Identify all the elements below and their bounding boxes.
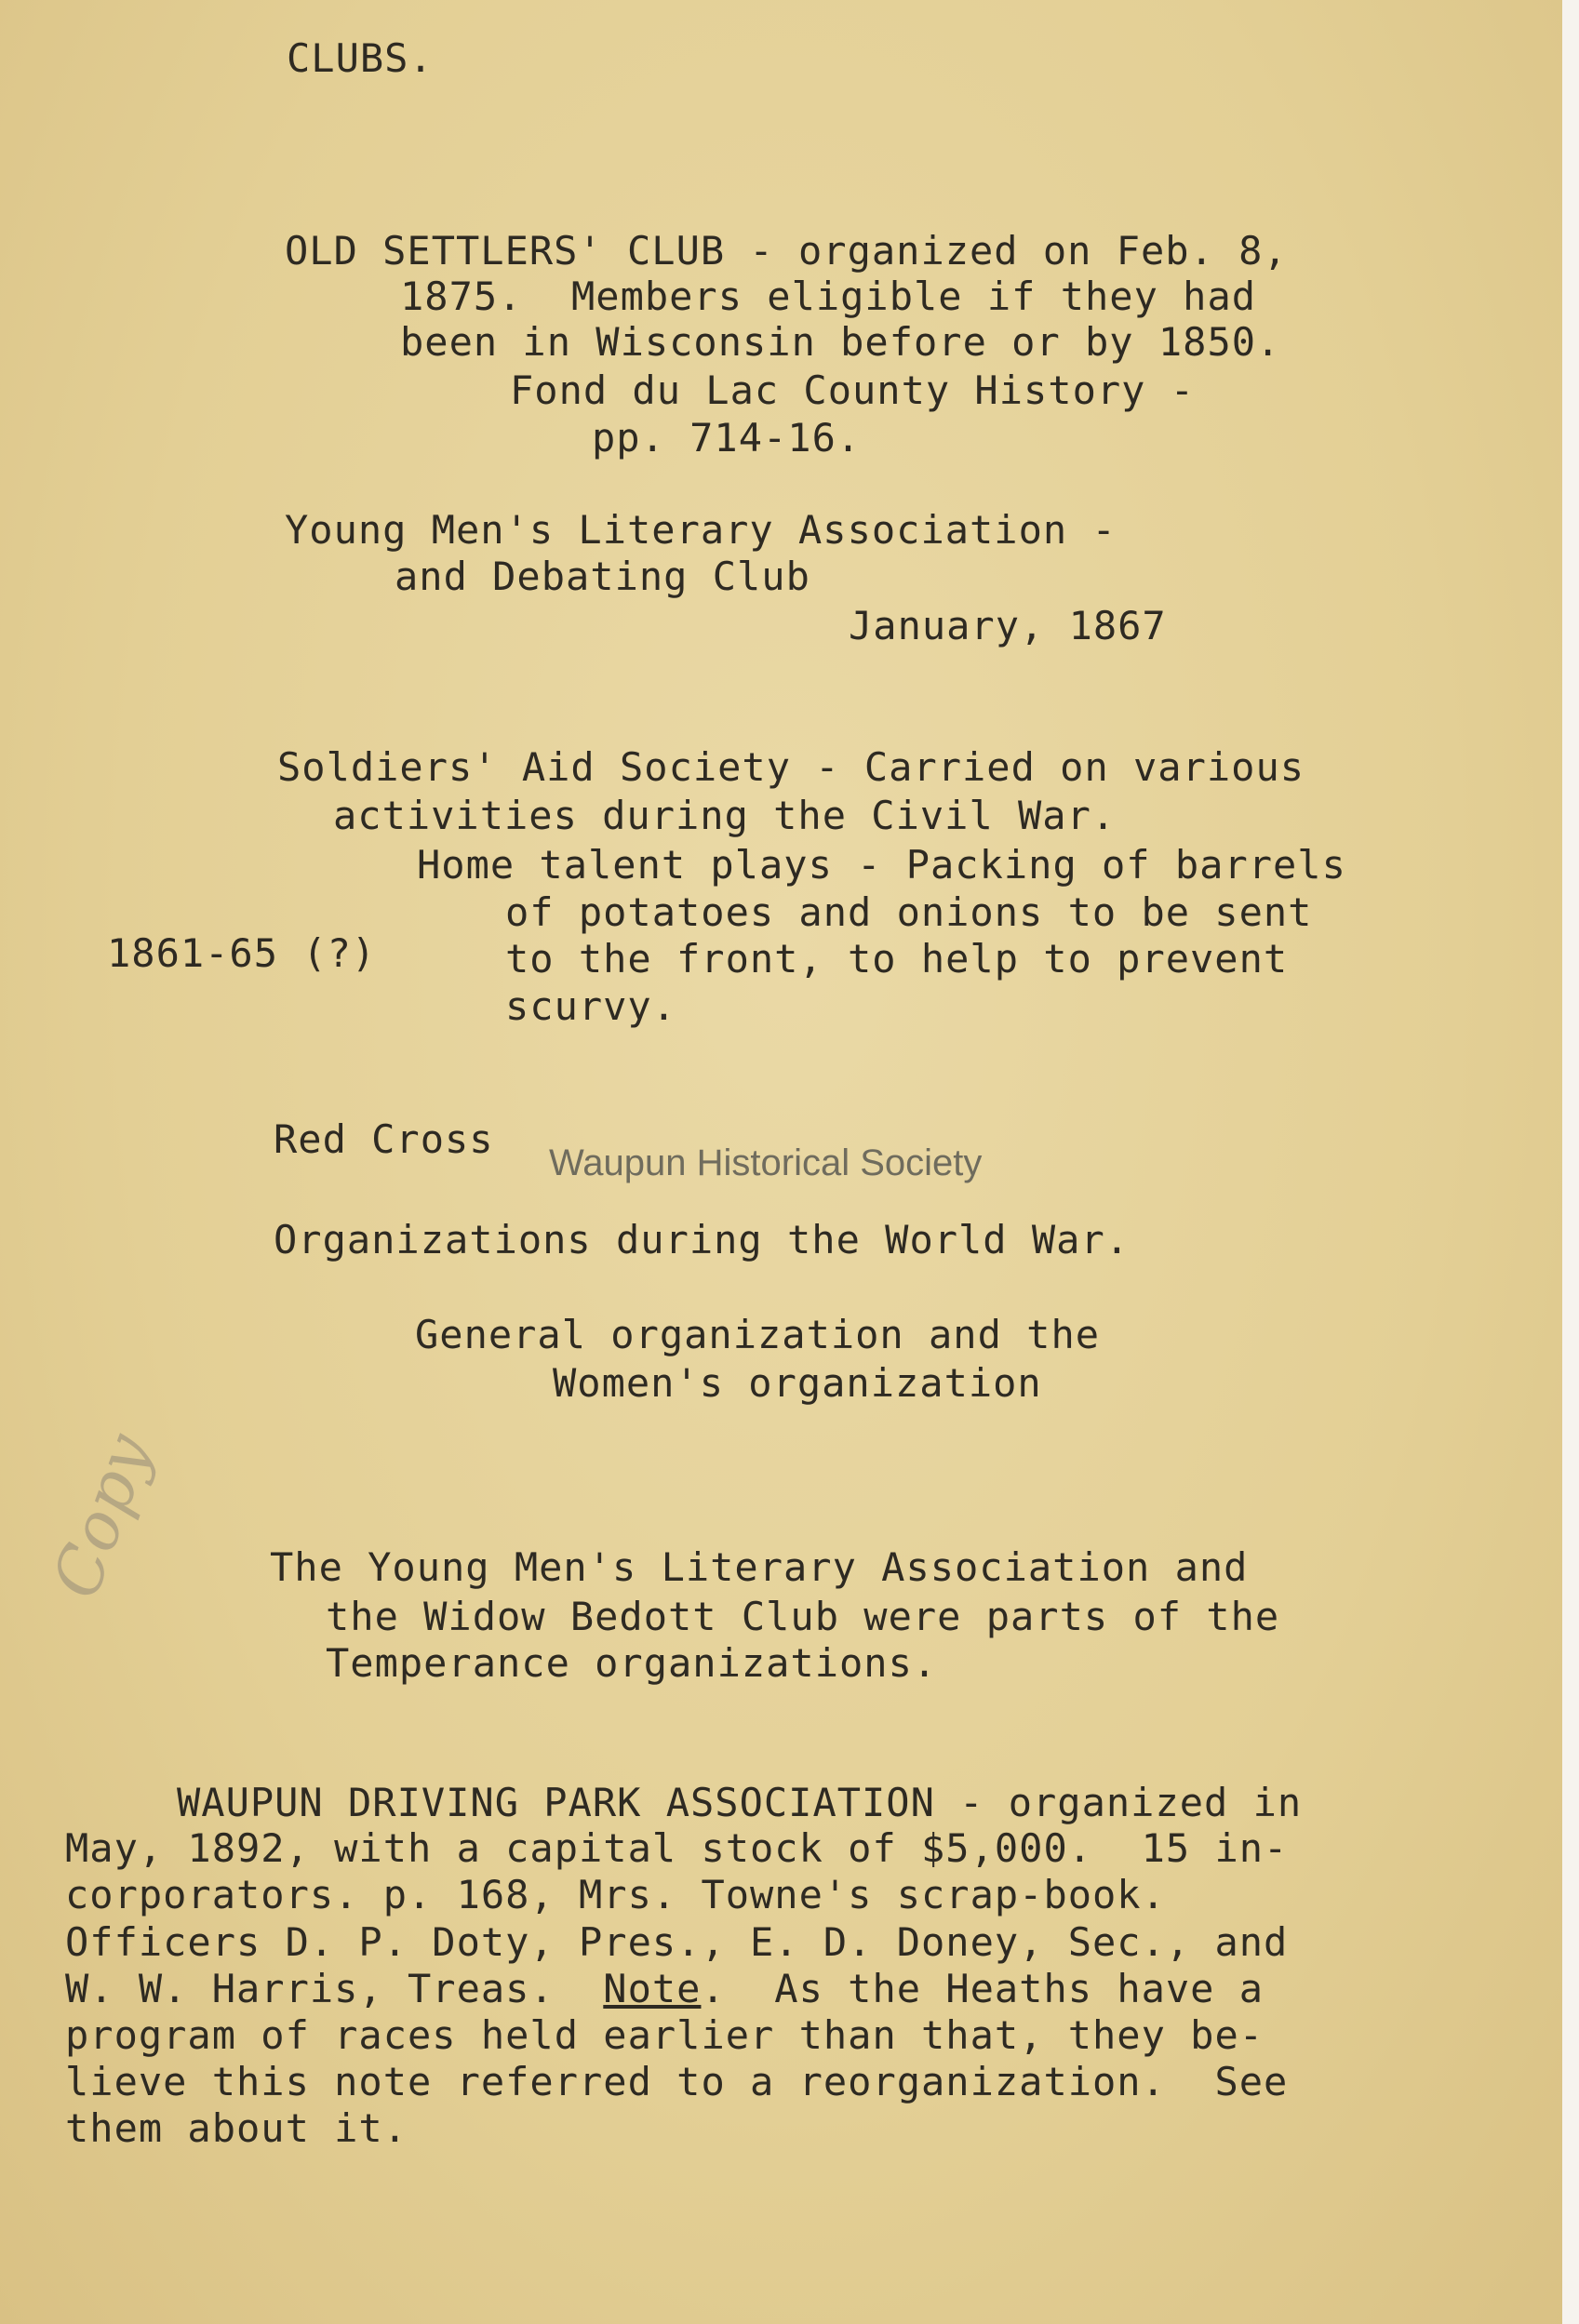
- pencil-annotation: Copy: [37, 1423, 167, 1609]
- text-line: General organization and the: [415, 1312, 1101, 1357]
- text-line: Temperance organizations.: [326, 1640, 938, 1686]
- text-line: 1875. Members eligible if they had: [400, 274, 1257, 319]
- text-line: to the front, to help to prevent: [505, 936, 1289, 982]
- text-line: activities during the Civil War.: [333, 793, 1117, 838]
- red-cross-label: Red Cross: [274, 1116, 494, 1162]
- scan-edge: [1562, 0, 1579, 2324]
- text-line: Soldiers' Aid Society - Carried on various: [277, 744, 1305, 790]
- text-line: lieve this note referred to a reorganization. See: [65, 2059, 1289, 2104]
- text-line: them about it.: [65, 2105, 408, 2151]
- note-underlined: Note: [603, 1966, 702, 2011]
- text-line: Officers D. P. Doty, Pres., E. D. Doney, Sec., and: [65, 1919, 1289, 1965]
- text-line: pp. 714-16.: [592, 415, 862, 461]
- text-span: . As the Heaths have a: [701, 1966, 1265, 2011]
- text-line: Home talent plays - Packing of barrels: [417, 842, 1346, 888]
- text-line: WAUPUN DRIVING PARK ASSOCIATION - organized in: [177, 1780, 1303, 1825]
- text-line: scurvy.: [505, 983, 677, 1029]
- page-heading: CLUBS.: [287, 35, 434, 81]
- date-margin-note: 1861-65 (?): [107, 930, 377, 976]
- text-line: and Debating Club: [395, 554, 810, 599]
- text-span: W. W. Harris, Treas.: [65, 1966, 604, 2011]
- text-line: Fond du Lac County History -: [510, 367, 1196, 413]
- text-line: [65, 1966, 1264, 2012]
- text-line: Women's organization: [553, 1360, 1042, 1406]
- text-line: program of races held earlier than that, they be-: [65, 2012, 1265, 2058]
- text-line: May, 1892, with a capital stock of $5,000. 15 in-: [65, 1825, 1289, 1871]
- text-line: OLD SETTLERS' CLUB - organized on Feb. 8,: [285, 228, 1288, 274]
- text-line: The Young Men's Literary Association and: [270, 1544, 1249, 1590]
- text-line: the Widow Bedott Club were parts of the: [326, 1594, 1280, 1639]
- text-line: been in Wisconsin before or by 1850.: [400, 319, 1281, 365]
- text-line: January, 1867: [849, 603, 1167, 648]
- text-line: of potatoes and onions to be sent: [505, 889, 1313, 935]
- text-line: corporators. p. 168, Mrs. Towne's scrap-book.: [65, 1872, 1166, 1917]
- watermark: Waupun Historical Society: [549, 1142, 983, 1183]
- text-line: Young Men's Literary Association -: [285, 507, 1117, 553]
- text-line: Organizations during the World War.: [274, 1217, 1131, 1262]
